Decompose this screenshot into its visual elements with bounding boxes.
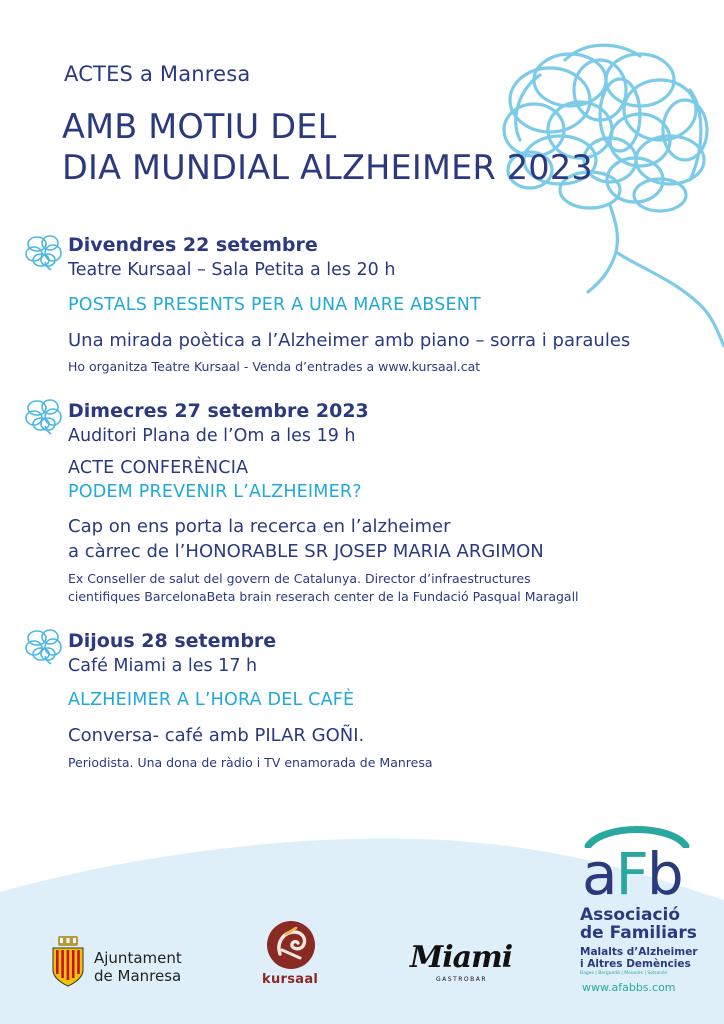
event-2-note-line-1: Ex Conseller de salut del govern de Catalunya. Director d’infraestructures bbox=[68, 571, 531, 586]
manresa-shield-icon bbox=[50, 936, 86, 988]
afa-letter-f: F bbox=[615, 840, 647, 908]
header-subtitle: ACTES a Manresa bbox=[64, 62, 251, 86]
ajuntament-line-1: Ajuntament bbox=[94, 949, 182, 967]
kursaal-logo bbox=[258, 920, 328, 994]
afa-website: www.afabbs.com bbox=[582, 981, 676, 994]
kursaal-wordmark: kursaal bbox=[262, 972, 319, 987]
event-2-title: PODEM PREVENIR L’ALZHEIMER? bbox=[68, 482, 362, 502]
event-1-day: Divendres 22 setembre bbox=[68, 234, 318, 256]
event-1-venue: Teatre Kursaal – Sala Petita a les 20 h bbox=[68, 260, 396, 280]
afa-letter-a: a bbox=[582, 840, 616, 908]
afa-subtitle-line-1: Malalts d’Alzheimer bbox=[580, 946, 698, 958]
miami-logo bbox=[396, 938, 513, 986]
event-3 bbox=[24, 626, 714, 776]
event-3-venue: Café Miami a les 17 h bbox=[68, 656, 258, 676]
brain-bullet-icon bbox=[24, 626, 64, 666]
event-1-note: Ho organitza Teatre Kursaal - Venda d’entrades a www.kursaal.cat bbox=[68, 359, 481, 374]
ajuntament-name bbox=[94, 949, 182, 985]
afa-subtitle-line-2: i Altres Demències bbox=[580, 958, 691, 970]
afa-monogram bbox=[582, 840, 682, 908]
brain-bullet-icon bbox=[24, 396, 64, 436]
kursaal-logo-icon bbox=[266, 920, 316, 970]
afa-name bbox=[580, 906, 697, 942]
event-2-day: Dimecres 27 setembre 2023 bbox=[68, 400, 369, 422]
event-2-note-line-2: cientifiques BarcelonaBeta brain reserach center de la Fundació Pasqual Maragall bbox=[68, 589, 579, 604]
event-1-description: Una mirada poètica a l’Alzheimer amb piano – sorra i paraules bbox=[68, 330, 631, 351]
miami-subtitle: GASTROBAR bbox=[436, 976, 488, 983]
event-1 bbox=[24, 232, 714, 382]
miami-wordmark: Miami bbox=[410, 940, 513, 975]
page-title bbox=[62, 106, 593, 188]
event-2-description-line-1: Cap on ens porta la recerca en l’alzheimer bbox=[68, 516, 451, 537]
event-3-title: ALZHEIMER A L’HORA DEL CAFÈ bbox=[68, 690, 355, 710]
event-2 bbox=[24, 396, 714, 610]
title-line-2: DIA MUNDIAL ALZHEIMER 2023 bbox=[62, 148, 593, 187]
event-1-title: POSTALS PRESENTS PER A UNA MARE ABSENT bbox=[68, 295, 481, 315]
afa-name-line-2: de Familiars bbox=[580, 923, 697, 943]
event-2-description-line-2: a càrrec de l’HONORABLE SR JOSEP MARIA ARGIMON bbox=[68, 541, 544, 562]
afa-towns: Bages | Berguedà | Moianès | Solsonès bbox=[580, 971, 668, 976]
event-2-label: ACTE CONFERÈNCIA bbox=[68, 458, 249, 478]
title-line-1: AMB MOTIU DEL bbox=[62, 107, 337, 146]
event-3-description: Conversa- café amb PILAR GOÑI. bbox=[68, 725, 365, 746]
ajuntament-line-2: de Manresa bbox=[94, 967, 182, 985]
afa-subtitle bbox=[580, 946, 698, 970]
event-3-note: Periodista. Una dona de ràdio i TV enamorada de Manresa bbox=[68, 755, 433, 770]
event-2-venue: Auditori Plana de l’Om a les 19 h bbox=[68, 426, 356, 446]
brain-bullet-icon bbox=[24, 232, 64, 272]
afa-name-line-1: Associació bbox=[580, 905, 681, 925]
event-3-day: Dijous 28 setembre bbox=[68, 630, 277, 652]
afa-letter-b: b bbox=[646, 840, 682, 908]
